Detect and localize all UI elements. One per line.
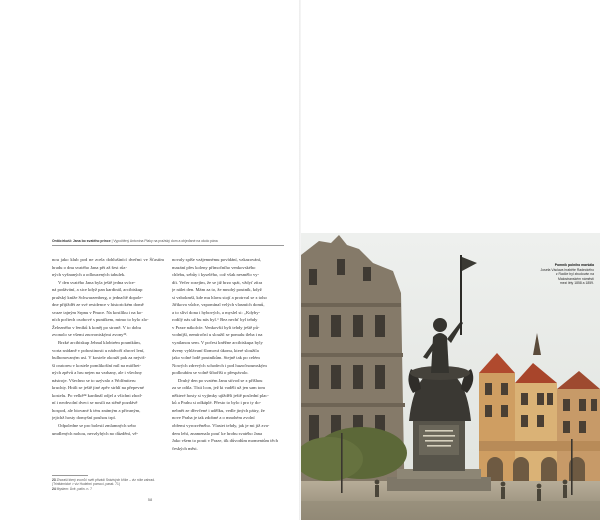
right-line: některé hosty si vyjímky ujížděli ještě poslední plac- <box>172 392 269 398</box>
running-head-subtitle: | Vypočtěný Antonína Plaky na pražský dom a objeďané na okolo pána <box>111 239 218 243</box>
right-line: nebnět ze dřevčené i udělku, vedle jiných pátry, že <box>172 407 265 413</box>
left-line: ných vyšnaných a odlouzených tabulek. <box>52 272 126 278</box>
left-line: Železného v řeníků k koněj po stroně. V to dobu <box>52 324 141 330</box>
left-line: zvonolo se všemi znovontskými zvony²³. <box>52 332 128 338</box>
footnote-number: 24 <box>52 486 56 491</box>
left-line: umdlených nohou, nevzlyhých no důzdění, vě- <box>52 430 139 436</box>
left-line: ní i neobvolní dveci se nosili na stěně pozdávě <box>52 400 138 406</box>
right-line: a to slíví dona i hybových, a myslel si: „Kdyby- <box>172 309 261 315</box>
running-head <box>52 239 284 243</box>
left-line: svaze tajným Srpnu v Pnuce. Na kostlíku i na ko- <box>52 309 143 315</box>
right-line: je nálet den. Mám za to, že mnohý poutník, když <box>172 287 262 293</box>
right-line: za se odtla. Tísti lcon, jež ki vaděli už jen sam tom <box>172 385 265 391</box>
right-text-column <box>172 256 284 506</box>
right-line: si vzbokmší, kde mu hlavu stojí a protrval se z toho <box>172 294 267 300</box>
right-line: nove Praha je tak zdobné a o mnohém zvolní <box>172 415 255 421</box>
right-line: dveny vyhlávaní šlomová úkonu, které sloužila <box>172 347 259 353</box>
right-line: vyatlanou sem. V počest kněžne arcibiskupa byly <box>172 340 263 346</box>
right-line: dít. Večer rozejím, že se již brzo spát, vždyť zítra <box>172 279 263 285</box>
left-line: jejichž hosty domyšní pouhou trpí. <box>52 415 116 421</box>
left-line: bulhonovaným usí. V kostele okouží pak za nejviš- <box>52 355 146 361</box>
right-line: podloubím se volně šiboříši o přespávalo. <box>172 370 249 376</box>
footnote-number: 23 <box>52 478 56 482</box>
head-rule <box>52 245 284 246</box>
footnotes <box>52 478 164 491</box>
left-line: hospod, ale biované k téru známým a přivaným, <box>52 407 141 413</box>
left-line: ních počtech osobové s puntíkem, mimo to bylo zlo- <box>52 317 149 323</box>
right-line: Nowých zdrevých schodech i pod huzočnoumským <box>172 362 267 368</box>
right-line: mazání přes koleny přímočního venkovského <box>172 264 256 270</box>
left-line: nou jako klub pod ne zcela dohlušinící dveřmi ve Šťastím hradu o dnu svatého Jana pět až šest růz- <box>52 257 164 270</box>
footnote-rule <box>52 475 88 476</box>
footnote-text: Myslem: Úvě, patin. n. 7 <box>56 486 92 491</box>
right-line: českých měst. <box>172 445 198 451</box>
right-line: chlebu, sebůy i kyselého, což však nesmělo vy- <box>172 272 260 278</box>
photo-caption <box>520 263 594 286</box>
right-line: ků a Prahu si odkáplé. Přesto to bylo i pro ty do- <box>172 400 262 406</box>
left-line: vorta snídaně v pohostinosti u nádvoří zhroví lení, <box>52 347 145 353</box>
right-line: dem lehí, znamenalo pouť ke hrobu svatého Jana <box>172 430 262 436</box>
caption-line: Josefa Václava hraběte Radeckého <box>540 267 594 272</box>
left-text-column <box>52 256 164 470</box>
right-line: rodilý nás už bu nás byl.“ Bez nechť byl tehdy <box>172 317 258 323</box>
left-line: kostelu. Po velkě²⁴ kardinál odjel a všichni zhod- <box>52 392 143 398</box>
right-line: Druhý den po svatém Janu stívod se z příšhou <box>178 377 263 383</box>
left-line: ných zpěvů a hru nejen na varhany, ale i všechny <box>52 370 143 376</box>
caption-line: Malostranském náměstí <box>558 276 594 281</box>
caption-line: mezi léty 1858 a 1859. <box>559 281 594 286</box>
left-line: ší oratoreu v kostele pomlikošíní míl na máčhet- <box>52 362 141 368</box>
page-number: 58 <box>147 497 153 502</box>
right-line: Jiřikova vůdce, vzpomínal velých vlasmích domů, <box>172 302 265 308</box>
left-line: dne přijíždět ze své residence v historickém domě <box>52 302 144 308</box>
right-line: vodníjší, nemíroční u sloužil se pomalu tleba i na <box>172 332 263 338</box>
footnote <box>52 487 164 491</box>
left-line: kruchty. Hráli se ještě jiné zpěv strhlí na přepevné <box>52 385 144 391</box>
caption-line: z Radče byl zbudován na <box>555 272 594 277</box>
caption-title: Pomník polního maršála <box>554 263 594 267</box>
right-line: jako volné lodě poutníkům. Stejně tak po celém <box>172 355 260 361</box>
left-line: pražský kníže Schwarzenberg, o jednačtě dopole- <box>52 294 143 300</box>
left-line: ná podávání, a sice když pan kardinál, arcibiskup <box>52 287 143 293</box>
left-line: Odpoledne se pro bolestí zmlamných sebo <box>58 423 136 429</box>
right-line: novaly spíše vzájemnému povídání, vzkazování, <box>172 257 262 262</box>
right-line: Jako všem to pouti v Praze, tík důvodům momentům těch <box>172 438 278 444</box>
right-line: obřemi vyrozvěného. Vlastet tehdy, jak je mi již zva- <box>172 423 270 429</box>
footnote-text: Zhoraší který zvonů i svět přivádí Srázivých kříže – viz níže zahrad. (Trinitárnické > viz Hudební pomoci, passt. 71) <box>52 478 155 487</box>
left-line: Brzké arcibiskup Jehnal klobtrém pountkům, <box>58 340 141 346</box>
left-line: V den svatého Jana byla ještě jedna svíce- <box>58 279 136 285</box>
right-line: v Praze nákolcíe. Venkovští byli tehdy ještě pů- <box>172 324 260 330</box>
running-head-title: Öntöcírkuši: Jana bo svatého prince <box>52 239 111 243</box>
footnote <box>52 478 164 487</box>
left-line: nástroje. Všechno se to uzývalo z Wolfmiteru <box>52 377 136 383</box>
